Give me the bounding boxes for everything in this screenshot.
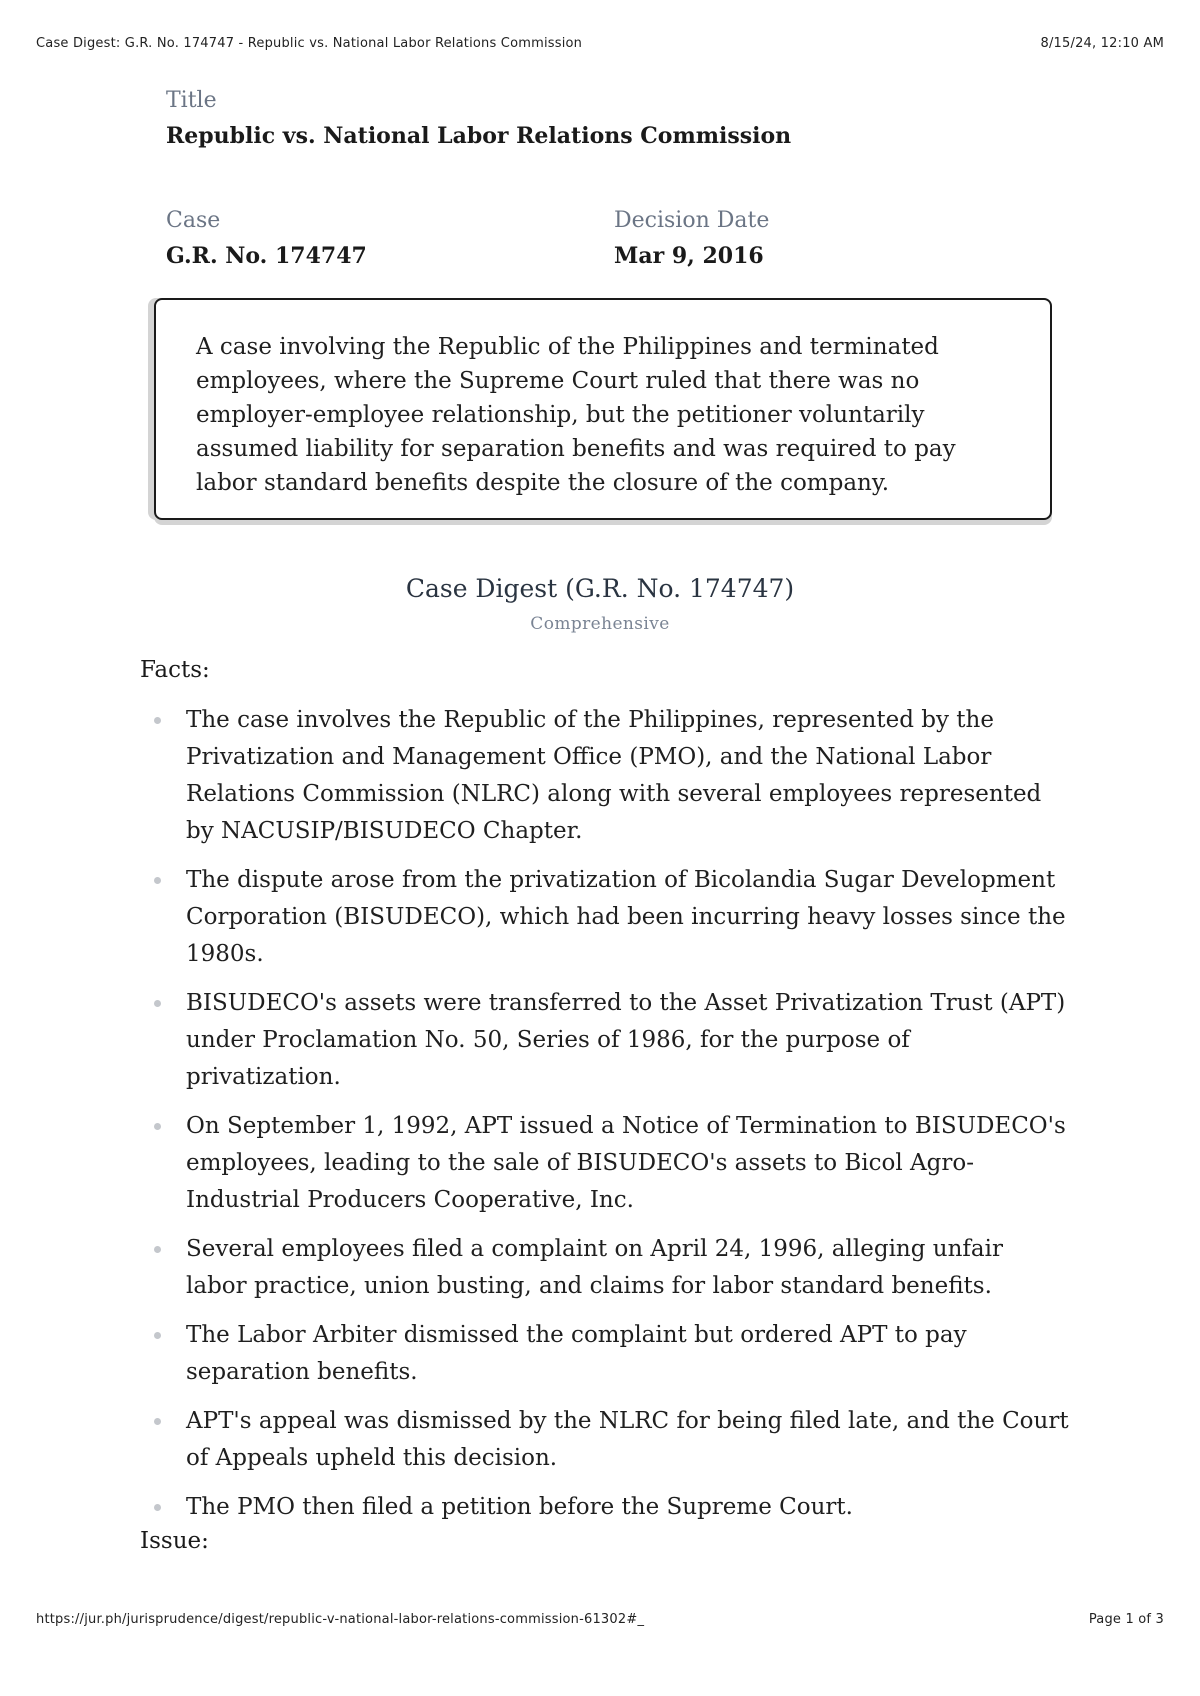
- list-item: The Labor Arbiter dismissed the complaint but ordered APT to pay separation benefits.: [150, 1317, 1070, 1391]
- bullet-icon: [154, 877, 161, 884]
- print-header: [36, 36, 1164, 51]
- list-item: APT's appeal was dismissed by the NLRC for being filed late, and the Court of Appeals upheld this decision.: [150, 1403, 1070, 1477]
- list-item: On September 1, 1992, APT issued a Notice of Termination to BISUDECO's employees, leading to the sale of BISUDECO's assets to Bicol Agro-Industrial Producers Cooperative, Inc.: [150, 1108, 1070, 1219]
- list-item: Several employees filed a complaint on April 24, 1996, alleging unfair labor practice, union busting, and claims for labor standard benefits.: [150, 1231, 1070, 1305]
- list-item: The case involves the Republic of the Philippines, represented by the Privatization and Management Office (PMO), and the National Labor Relations Commission (NLRC) along with several employees represented by NACUSIP/BISUDECO Chapter.: [150, 702, 1070, 850]
- facts-list: [150, 702, 1070, 1538]
- page-url[interactable]: https://jur.ph/jurisprudence/digest/republic-v-national-labor-relations-commission-61302#_: [36, 1612, 645, 1627]
- bullet-icon: [154, 1504, 161, 1511]
- print-header-datetime: 8/15/24, 12:10 AM: [1040, 36, 1164, 51]
- print-header-title: Case Digest: G.R. No. 174747 - Republic vs. National Labor Relations Commission: [36, 36, 583, 51]
- page-number: Page 1 of 3: [1088, 1612, 1164, 1627]
- bullet-icon: [154, 1246, 161, 1253]
- case-label: Case: [166, 208, 221, 233]
- digest-title: Case Digest (G.R. No. 174747): [405, 574, 795, 603]
- list-item: BISUDECO's assets were transferred to the Asset Privatization Trust (APT) under Proclamation No. 50, Series of 1986, for the purpose of privatization.: [150, 985, 1070, 1096]
- list-item: The dispute arose from the privatization of Bicolandia Sugar Development Corporation (BISUDECO), which had been incurring heavy losses since the 1980s.: [150, 862, 1070, 973]
- bullet-icon: [154, 1123, 161, 1130]
- decision-date-value: Mar 9, 2016: [614, 243, 764, 269]
- summary-text: A case involving the Republic of the Philippines and terminated employees, where the Supreme Court ruled that there was no employer-employee relationship, but the petitioner voluntarily assumed liability for separation benefits and was required to pay labor standard benefits despite the closure of the company.: [196, 334, 956, 496]
- summary-box: [154, 298, 1052, 520]
- bullet-icon: [154, 1332, 161, 1339]
- decision-date-label: Decision Date: [614, 208, 770, 233]
- title-label: Title: [166, 88, 217, 113]
- list-item: The PMO then filed a petition before the Supreme Court.: [150, 1489, 1070, 1526]
- digest-subtitle: Comprehensive: [530, 614, 670, 634]
- issue-heading: Issue:: [140, 1528, 209, 1554]
- bullet-icon: [154, 717, 161, 724]
- bullet-icon: [154, 1418, 161, 1425]
- bullet-icon: [154, 1000, 161, 1007]
- case-value: G.R. No. 174747: [166, 243, 367, 269]
- title-value: Republic vs. National Labor Relations Commission: [166, 123, 792, 149]
- facts-heading: Facts:: [140, 657, 210, 683]
- print-footer: [36, 1612, 1164, 1627]
